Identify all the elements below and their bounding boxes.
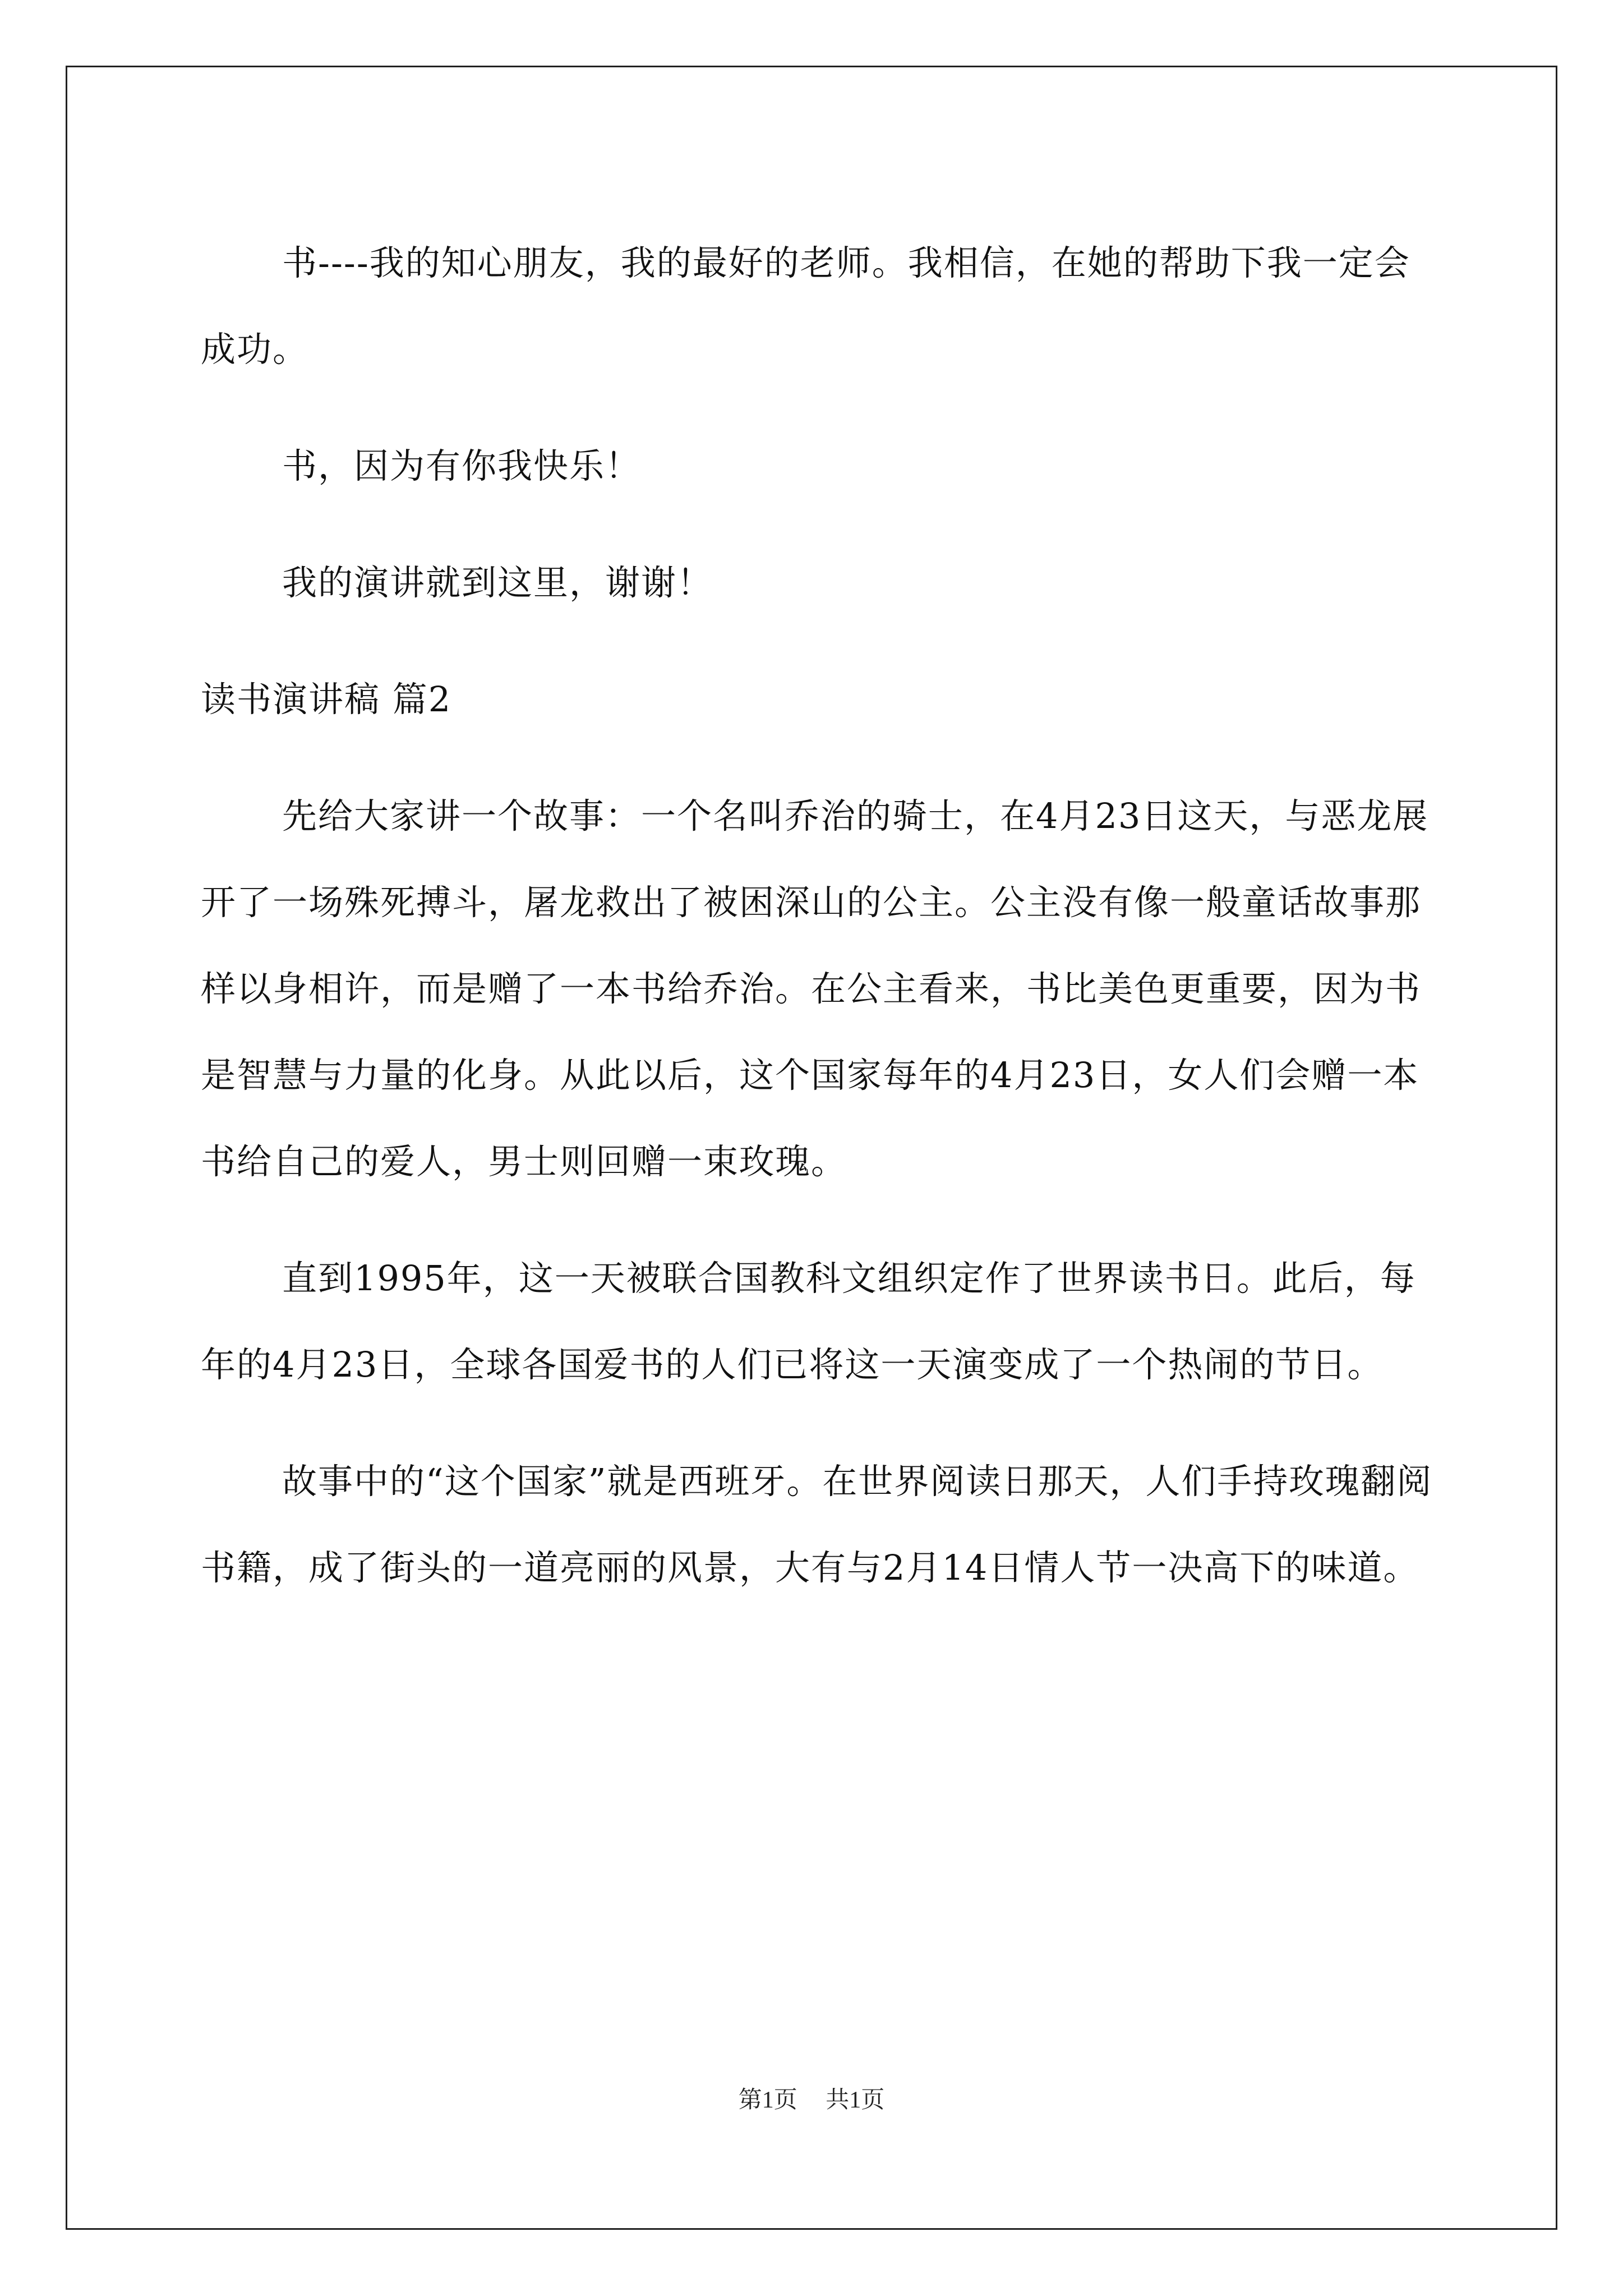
paragraph: 我的演讲就到这里，谢谢！ (282, 562, 713, 603)
page-number: 第1页 (738, 2087, 797, 2113)
document-body (201, 220, 1435, 1641)
paragraph: 先给大家讲一个故事：一个名叫乔治的骑士，在4月23日这天，与恶龙展开了一场殊死搏斗，屠龙救出了被困深山的公主。公主没有像一般童话故事那样以身相许，而是赠了一本书给乔治。在公主看来，书比美色更重要，因为书是智慧与力量的化身。从此以后，这个国家每年的4月23日，女人们会赠一本书给自己的爱人，男士则回赠一束玫瑰。 (201, 795, 1429, 1182)
section-heading: 读书演讲稿 篇2 (201, 679, 452, 720)
paragraph: 书，因为有你我快乐！ (282, 445, 642, 486)
paragraph: 书----我的知心朋友，我的最好的老师。我相信，在她的帮助下我一定会成功。 (201, 242, 1410, 370)
paragraph: 直到1995年，这一天被联合国教科文组织定作了世界读书日。此后，每年的4月23日，全球各国爱书的人们已将这一天演变成了一个热闹的节日。 (201, 1258, 1416, 1385)
total-pages: 共1页 (826, 2087, 885, 2113)
page-footer (0, 2081, 1623, 2115)
paragraph: 故事中的“这个国家”就是西班牙。在世界阅读日那天，人们手持玫瑰翻阅书籍，成了街头的一道亮丽的风景，大有与2月14日情人节一决高下的味道。 (201, 1461, 1433, 1588)
